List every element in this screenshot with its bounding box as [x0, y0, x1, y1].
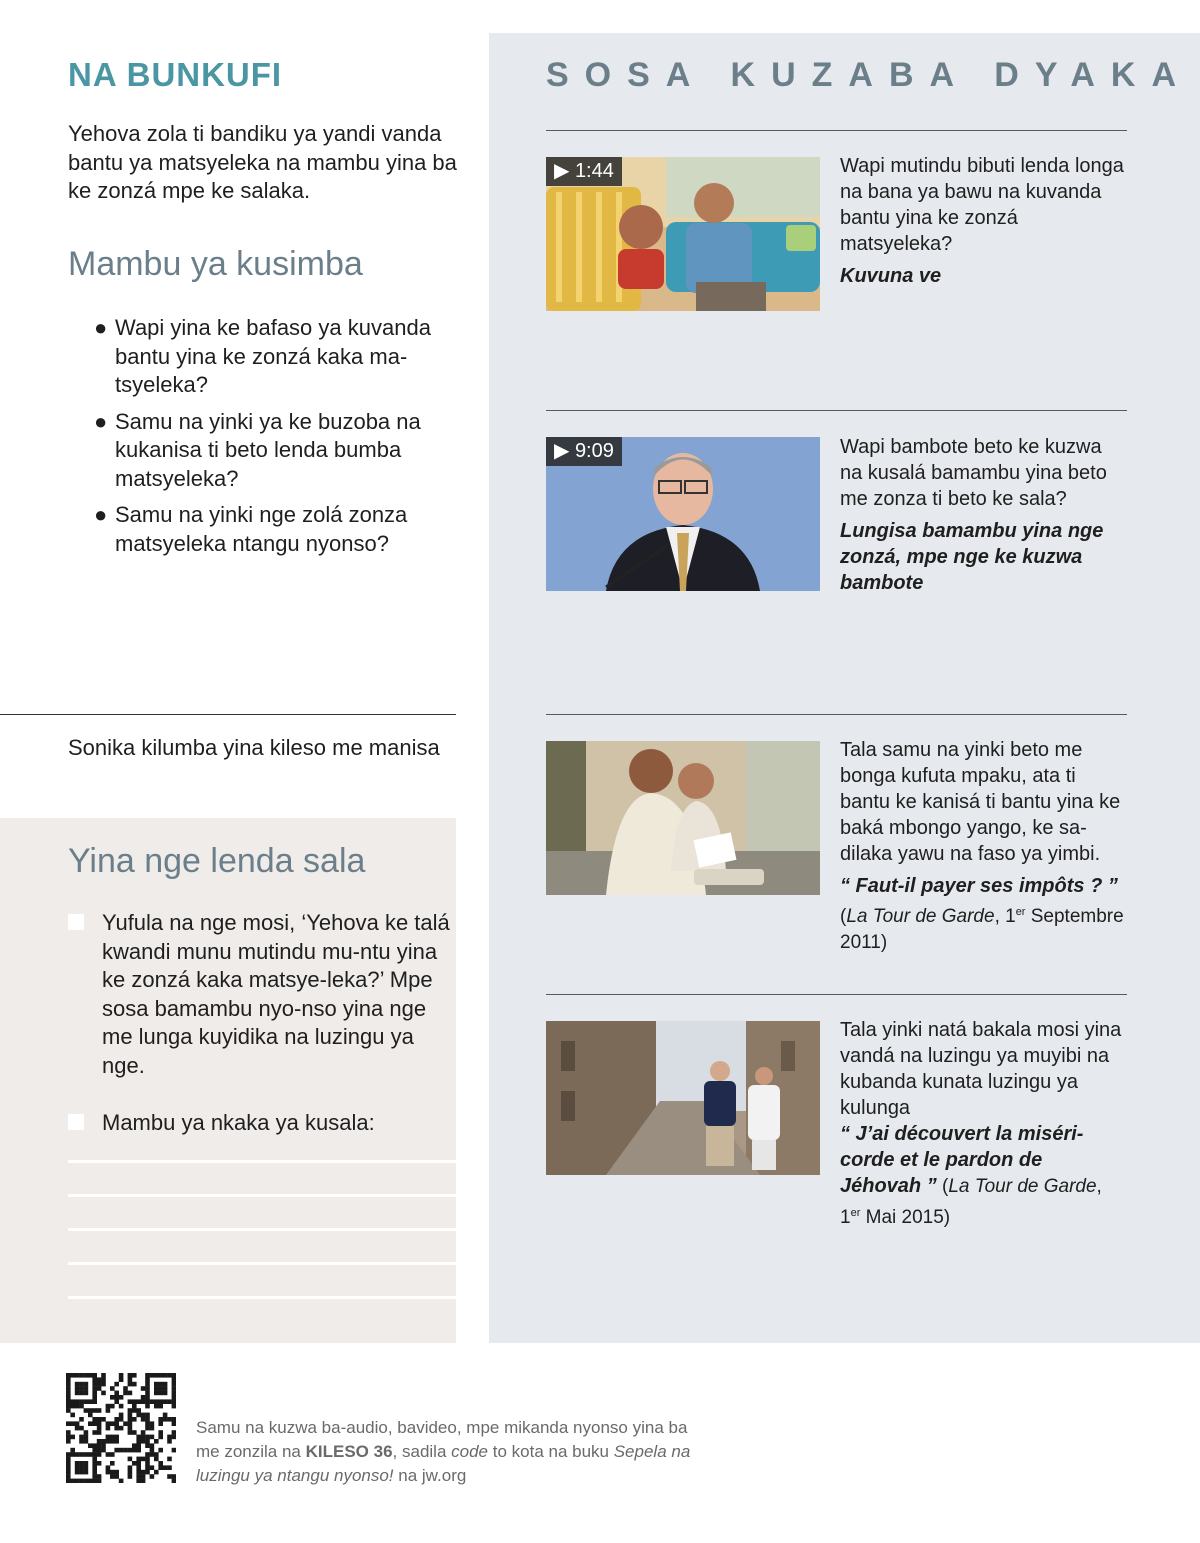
task-item — [68, 1109, 462, 1138]
summary-text: Yehova zola ti bandiku ya yandi vanda bantu ya matsyeleka na mambu yina ba ke zonzá mpe ke salaka. — [68, 121, 457, 203]
article-thumbnail-image — [546, 1021, 820, 1175]
review-item — [92, 408, 454, 494]
divider — [546, 714, 1127, 715]
article-citation: (La Tour de Garde, 1er Septembre 2011) — [840, 906, 1124, 953]
explore-item-text — [840, 737, 1125, 956]
video-duration-badge: ▶ 1:44 — [546, 157, 622, 186]
explore-item-text — [840, 153, 1125, 289]
review-item-text: Samu na yinki ya ke buzoba na kukanisa ti beto lenda bumba matsyeleka? — [115, 408, 421, 491]
divider — [0, 714, 456, 715]
write-line[interactable] — [68, 1194, 456, 1197]
divider — [546, 410, 1127, 411]
task-item — [68, 909, 462, 1080]
checkbox-icon[interactable] — [68, 914, 84, 930]
review-item-text: Samu na yinki nge zolá zonza matsyeleka ntangu nyonso? — [115, 502, 408, 556]
summary-title: NA BUNKUFI — [68, 56, 283, 93]
write-line[interactable] — [68, 1296, 456, 1299]
bullet-icon: ● — [94, 408, 108, 434]
review-item-text: Wapi yina ke bafaso ya kuvanda bantu yina ke zonzá kaka ma-tsyeleka? — [115, 315, 431, 397]
explore-question: Tala yinki natá bakala mosi yina vandá na luzingu ya muyibi na kubanda kunata luzingu ya kulunga — [840, 1019, 1122, 1119]
video-thumbnail[interactable] — [546, 157, 820, 311]
reference-instruction: Sonika kilumba yina kileso me manisa — [68, 735, 440, 760]
write-line[interactable] — [68, 1262, 456, 1265]
video-duration-badge: ▶ 9:09 — [546, 437, 622, 466]
bullet-icon: ● — [94, 502, 108, 527]
article-thumbnail[interactable] — [546, 741, 820, 895]
explore-question: Wapi bambote beto ke kuzwa na kusalá bamambu yina beto me zonza ti beto ke sala? — [840, 436, 1107, 510]
review-item — [92, 314, 454, 400]
review-list — [92, 314, 454, 566]
explore-question: Wapi mutindu bibuti lenda longa na bana ya bawu na kuvanda bantu yina ke zonzá matsyeleka? — [840, 155, 1124, 255]
video-title-link[interactable]: Lungisa bamambu yina nge zonzá, mpe nge ke kuzwa bambote — [840, 520, 1104, 594]
write-line[interactable] — [68, 1228, 456, 1231]
explore-item-text — [840, 434, 1125, 596]
video-title-link[interactable]: Kuvuna ve — [840, 265, 942, 287]
explore-title: SOSA KUZABA DYAKA — [546, 56, 1193, 94]
article-citation: (La Tour de Garde, 1er Mai 2015) — [840, 1176, 1102, 1228]
checkbox-icon[interactable] — [68, 1114, 84, 1130]
review-item — [92, 501, 454, 558]
divider — [546, 994, 1127, 995]
qr-code-graphic — [66, 1373, 176, 1483]
video-thumbnail[interactable] — [546, 437, 820, 591]
footer-note: Samu na kuzwa ba-audio, bavideo, mpe mikanda nyonso yina ba me zonzila na KILESO 36, sadila code to kota na buku Sepela na luzingu ya ntangu nyonso! na jw.org — [196, 1418, 691, 1485]
task-title: Yina nge lenda sala — [68, 842, 366, 880]
task-item-text: Mambu ya nkaka ya kusala: — [102, 1110, 375, 1135]
article-title-link[interactable]: “ Faut-il payer ses impôts ? ” — [840, 875, 1118, 897]
divider — [546, 130, 1127, 131]
write-line[interactable] — [68, 1160, 456, 1163]
task-item-text: Yufula na nge mosi, ‘Yehova ke talá kwandi munu mutindu mu-ntu yina ke zonzá kaka matsye-leka?’ Mpe sosa bamambu nyo-nso yina nge me lunga kuyidika na luzingu ya nge. — [102, 910, 450, 1078]
qr-code-icon[interactable] — [66, 1373, 176, 1483]
article-thumbnail[interactable] — [546, 1021, 820, 1175]
article-thumbnail-image — [546, 741, 820, 895]
article-title-link[interactable]: “ J’ai découvert la miséri-corde et le pardon de Jéhovah ” — [840, 1123, 1084, 1197]
explore-question: Tala samu na yinki beto me bonga kufuta mpaku, ata ti bantu ke kanisá ti bantu yina ke baká mbongo yango, ke sa-dilaka yawu na faso ya yimbi. — [840, 739, 1121, 865]
review-title: Mambu ya kusimba — [68, 245, 363, 283]
explore-item-text — [840, 1017, 1125, 1231]
bullet-icon: ● — [94, 315, 108, 340]
